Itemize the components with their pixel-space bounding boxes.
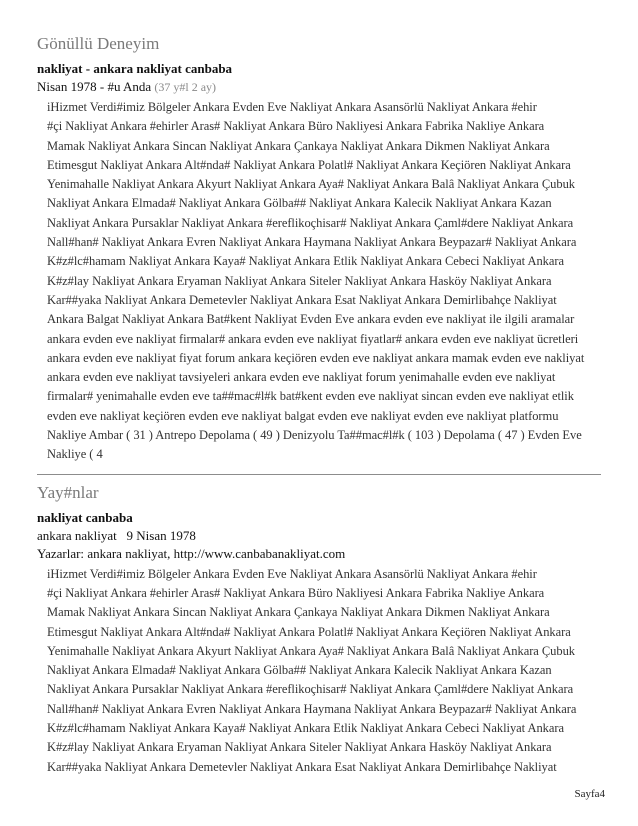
description-line: Yenimahalle Nakliyat Ankara Akyurt Nakliyat Ankara Aya# Nakliyat Ankara Balâ Nakliyat Ankara Çubuk [47,177,575,192]
description-line: ankara evden eve nakliyat tavsiyeleri ankara evden eve nakliyat forum yenimahalle evden eve nakliyat [47,370,556,385]
description-line: ankara evden eve nakliyat firmalar# ankara evden eve nakliyat fiyatlar# ankara evden eve nakliyat ücretleri [47,331,579,346]
title-separator: - [82,61,94,76]
document-page [37,34,603,777]
description-line: Yenimahalle Nakliyat Ankara Akyurt Nakliyat Ankara Aya# Nakliyat Ankara Balâ Nakliyat Ankara Çubuk [47,643,575,658]
description-line: Etimesgut Nakliyat Ankara Alt#nda# Nakliyat Ankara Polatl# Nakliyat Ankara Keçiören Nakliyat Ankara [47,157,571,172]
date-end: #u Anda [107,79,152,94]
experience-dates [37,78,603,96]
publication-publisher: ankara nakliyat [37,527,117,543]
description-line: Nall#han# Nakliyat Ankara Evren Nakliyat Ankara Haymana Nakliyat Ankara Beypazar# Nakliyat Ankara [47,235,577,250]
section-heading-publications: Yay#nlar [37,482,99,502]
description-line: Etimesgut Nakliyat Ankara Alt#nda# Nakliyat Ankara Polatl# Nakliyat Ankara Keçiören Nakliyat Ankara [47,624,571,639]
publication-meta [37,527,603,545]
publication-title: nakliyat canbaba [37,509,133,525]
description-line: iHizmet Verdi#imiz Bölgeler Ankara Evden Eve Nakliyat Ankara Asansörlü Nakliyat Ankara #ehir [47,566,537,581]
description-line: Ankara Balgat Nakliyat Ankara Bat#kent Nakliyat Evden Eve ankara evden eve nakliyat ile ilgili aramalar [47,312,575,327]
page-number: Sayfa4 [574,788,605,800]
description-line: Nakliye ( 4 [47,447,103,462]
publication-description [37,565,603,777]
section-heading-experience: Gönüllü Deneyim [37,34,160,53]
description-line: Mamak Nakliyat Ankara Sincan Nakliyat Ankara Çankaya Nakliyat Ankara Dikmen Nakliyat Ankara [47,605,550,620]
description-line: Nall#han# Nakliyat Ankara Evren Nakliyat Ankara Haymana Nakliyat Ankara Beypazar# Nakliyat Ankara [47,701,577,716]
description-line: Nakliyat Ankara Elmada# Nakliyat Ankara Gölba## Nakliyat Ankara Kalecik Nakliyat Ankara Kazan [47,196,552,211]
authors-label: Yazarlar: [37,545,85,561]
experience-section [37,34,603,465]
description-line: Kar##yaka Nakliyat Ankara Demetevler Nakliyat Ankara Esat Nakliyat Ankara Demirlibahçe Nakliyat [47,292,557,307]
description-line: Nakliyat Ankara Elmada# Nakliyat Ankara Gölba## Nakliyat Ankara Kalecik Nakliyat Ankara Kazan [47,663,552,678]
date-separator: - [96,79,108,94]
description-line: firmalar# yenimahalle evden eve ta##mac#l#k bat#kent evden eve nakliyat sincan evden eve nakliyat etlik [47,389,574,404]
experience-description [37,98,603,465]
publication-date: 9 Nisan 1978 [126,527,196,543]
description-line: Nakliye Ambar ( 31 ) Antrepo Depolama ( 49 ) Denizyolu Ta##mac#l#k ( 103 ) Depolama ( 47 ) Evden Eve [47,428,582,443]
authors-value: ankara nakliyat, http://www.canbabanakliyat.com [87,545,346,561]
description-line: Nakliyat Ankara Pursaklar Nakliyat Ankara #ereflikoçhisar# Nakliyat Ankara Çaml#dere Nakliyat Ankara [47,215,574,230]
description-line: #çi Nakliyat Ankara #ehirler Aras# Nakliyat Ankara Büro Nakliyesi Ankara Fabrika Nakliye Ankara [47,585,545,600]
duration-text: (37 y#l 2 ay) [154,80,217,94]
description-line: iHizmet Verdi#imiz Bölgeler Ankara Evden Eve Nakliyat Ankara Asansörlü Nakliyat Ankara #ehir [47,100,537,114]
description-line: evden eve nakliyat keçiören evden eve nakliyat balgat evden eve nakliyat evden eve nakliyat platformu [47,408,559,423]
description-line: Kar##yaka Nakliyat Ankara Demetevler Nakliyat Ankara Esat Nakliyat Ankara Demirlibahçe Nakliyat [47,759,557,774]
description-line: K#z#lay Nakliyat Ankara Eryaman Nakliyat Ankara Siteler Nakliyat Ankara Hasköy Nakliyat Ankara [47,740,552,755]
description-line: K#z#lc#hamam Nakliyat Ankara Kaya# Nakliyat Ankara Etlik Nakliyat Ankara Cebeci Nakliyat Ankara [47,721,564,736]
description-line: Nakliyat Ankara Pursaklar Nakliyat Ankara #ereflikoçhisar# Nakliyat Ankara Çaml#dere Nakliyat Ankara [47,682,574,697]
description-line: Mamak Nakliyat Ankara Sincan Nakliyat Ankara Çankaya Nakliyat Ankara Dikmen Nakliyat Ankara [47,138,550,153]
experience-role: nakliyat [37,61,83,76]
experience-organization: ankara nakliyat canbaba [93,61,233,76]
publication-authors [37,545,603,563]
date-start: Nisan 1978 [37,79,97,94]
publications-section [37,483,603,777]
description-line: K#z#lc#hamam Nakliyat Ankara Kaya# Nakliyat Ankara Etlik Nakliyat Ankara Cebeci Nakliyat Ankara [47,254,564,269]
description-line: ankara evden eve nakliyat fiyat forum ankara keçiören evden eve nakliyat ankara mamak evden eve nakliyat [47,350,585,365]
description-line: K#z#lay Nakliyat Ankara Eryaman Nakliyat Ankara Siteler Nakliyat Ankara Hasköy Nakliyat Ankara [47,273,552,288]
experience-title [37,60,603,78]
description-line: #çi Nakliyat Ankara #ehirler Aras# Nakliyat Ankara Büro Nakliyesi Ankara Fabrika Nakliye Ankara [47,119,545,134]
section-divider [37,474,601,475]
